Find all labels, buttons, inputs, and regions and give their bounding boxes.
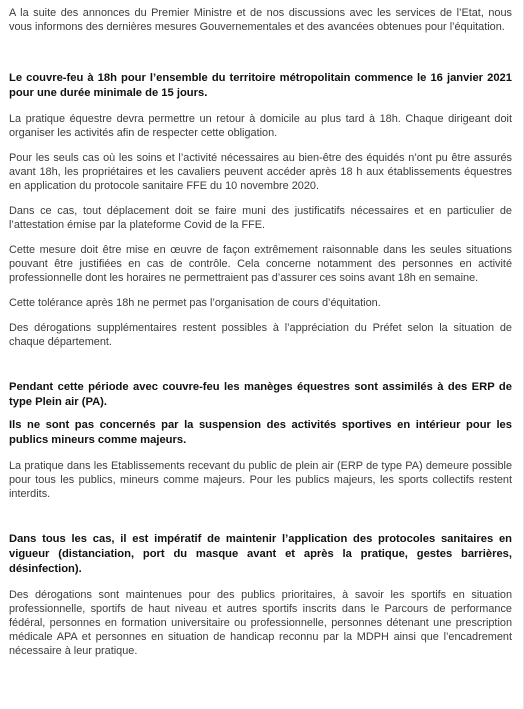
erp-heading-2: Ils ne sont pas concernés par la suspension des activités sportives en intérieur pour les publics mineurs comme majeurs. <box>9 419 512 446</box>
protocol-paragraph: Des dérogations sont maintenues pour des publics prioritaires, à savoir les sportifs en situation professionnelle, sportifs de haut niveau et autres sportifs inscrits dans le Parcours de performance fédéral, personnes en formation universitaire ou professionnelle, personnes détenant une prescription médicale APA et personnes en situation de handicap reconnu par la MDPH ainsi que l’encadrement nécessaire à leur pratique. <box>9 589 512 657</box>
erp-heading-1: Pendant cette période avec couvre-feu les manèges équestres sont assimilés à des ERP de type Plein air (PA). <box>9 381 512 408</box>
curfew-paragraph-6: Des dérogations supplémentaires restent possibles à l’appréciation du Préfet selon la situation de chaque département. <box>9 322 512 348</box>
curfew-paragraph-1: La pratique équestre devra permettre un retour à domicile au plus tard à 18h. Chaque dirigeant doit organiser les activités afin de respecter cette obligation. <box>9 113 512 139</box>
erp-paragraph: La pratique dans les Etablissements recevant du public de plein air (ERP de type PA) demeure possible pour tous les publics, mineurs comme majeurs. Pour les publics majeurs, les sports collectifs restent interdits. <box>9 460 512 500</box>
curfew-paragraph-4: Cette mesure doit être mise en œuvre de façon extrêmement raisonnable dans les seules situations pouvant être justifiées en cas de contrôle. Cela concerne notamment des personnes en activité professionnelle dont les horaires ne permettraient pas d’assurer ces soins avant 18h en semaine. <box>9 244 512 284</box>
protocol-heading: Dans tous les cas, il est impératif de maintenir l’application des protocoles sanitaires en vigueur (distanciation, port du masque avant et après la pratique, gestes barrières, désinfection). <box>9 533 512 575</box>
curfew-paragraph-3: Dans ce cas, tout déplacement doit se faire muni des justificatifs nécessaires et en particulier de l’attestation émise par la plateforme Covid de la FFE. <box>9 205 512 231</box>
curfew-heading: Le couvre-feu à 18h pour l’ensemble du territoire métropolitain commence le 16 janvier 2021 pour une durée minimale de 15 jours. <box>9 72 512 99</box>
curfew-paragraph-5: Cette tolérance après 18h ne permet pas l’organisation de cours d’équitation. <box>9 297 381 309</box>
intro-paragraph: A la suite des annonces du Premier Ministre et de nos discussions avec les services de l’Etat, nous vous informons des dernières mesures Gouvernementales et des avancées obtenues pour l’équitation. <box>9 7 512 33</box>
curfew-paragraph-2: Pour les seuls cas où les soins et l’activité nécessaires au bien-être des équidés n’ont pu être assurés avant 18h, les propriétaires et les cavaliers peuvent accéder après 18 h aux établissements équestres en application du protocole sanitaire FFE du 10 novembre 2020. <box>9 152 512 192</box>
